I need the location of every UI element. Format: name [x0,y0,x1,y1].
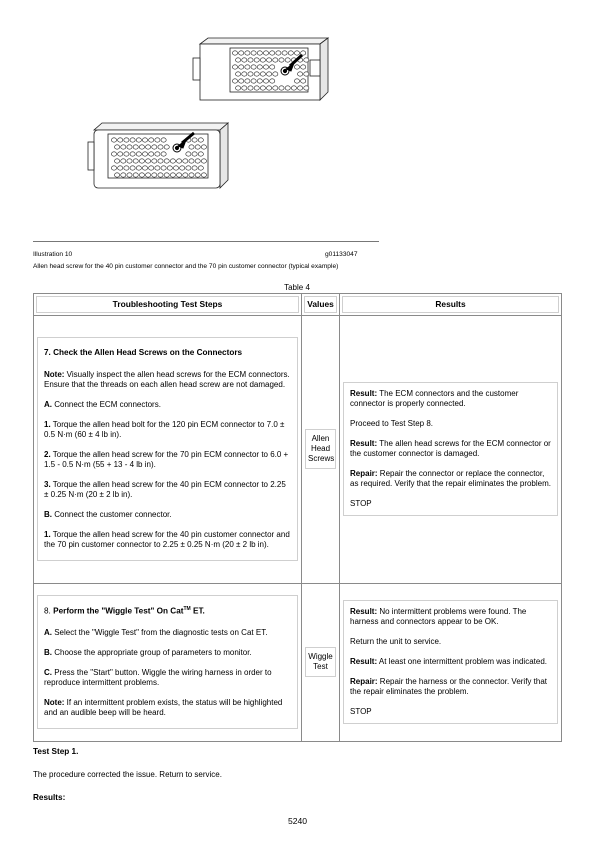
connector-pin [127,145,132,149]
connector-pin [149,166,154,170]
connector-pin [115,159,120,163]
connector-pin [127,173,132,177]
results-cell [340,583,562,741]
connector-pin [180,166,185,170]
connector-pin [164,145,169,149]
result-paragraph: Return the unit to service. [350,637,442,646]
connector-pin [121,173,126,177]
connector-pin [121,145,126,149]
connector-pin [142,138,147,142]
connector-pin [288,51,293,55]
connector-pin [118,152,123,156]
connector-pin [232,51,237,55]
connector-pin [139,145,144,149]
connector-pin [133,173,138,177]
connector-pin [158,173,163,177]
connector-pin [124,138,129,142]
connector-pin [236,58,241,62]
connector-pin [130,138,135,142]
connector-pin [270,65,275,69]
connector-pin [201,173,206,177]
connector-pin [245,51,250,55]
step-paragraph: C. Press the "Start" button. Wiggle the wiring harness in order to reproduce intermittent problems. [44,668,272,688]
step-paragraph: A. Select the "Wiggle Test" from the diagnostic tests on Cat ET. [44,628,268,638]
illustration-caption: Allen head screw for the 40 pin customer connector and the 70 pin customer connector (typical example) [33,263,339,270]
connector-pin [195,173,200,177]
connector-pin [164,159,169,163]
connector-pin [189,145,194,149]
step-paragraph: B. Choose the appropriate group of parameters to monitor. [44,648,252,658]
connector-pin [152,159,157,163]
connector-pin [285,86,290,90]
connector-pin [149,138,154,142]
connector-pin [167,166,172,170]
connector-pin [183,159,188,163]
step-paragraph: A. Connect the ECM connectors. [44,400,161,410]
connector-pin [282,51,287,55]
illustration-label: Illustration 10 [33,251,73,258]
connector-pin [192,166,197,170]
connector-pin [201,145,206,149]
connector-pin [127,159,132,163]
step-paragraph: 1. Torque the allen head screw for the 40 pin customer connector and the 70 pin customer connector to 2.25 ± 0.25 N·m (20 ± 2 lb in). [44,530,290,550]
connector-pin [245,65,250,69]
connector-pin [111,138,116,142]
connector-pin [298,86,303,90]
connector-pin [164,173,169,177]
connector-pin [161,152,166,156]
connector-pin [260,72,265,76]
result-paragraph: Repair: Repair the connector or replace the connector, as required. Verify that the repair eliminates the problem. [350,469,551,488]
result-paragraph: STOP [350,499,372,508]
connector-pin [273,58,278,62]
step-paragraph: B. Connect the customer connector. [44,510,172,520]
connector-pin [177,173,182,177]
connector-pin [273,86,278,90]
column-header-label: Results [342,296,559,313]
connector-pin [161,166,166,170]
connector-pin [115,145,120,149]
connector-pin [118,166,123,170]
connector-pin [136,138,141,142]
connector-pin [257,79,262,83]
step-title: 7. Check the Allen Head Screws on the Connectors [44,347,243,357]
connector-pin [111,152,116,156]
connector-pin [136,166,141,170]
connector-pin [270,51,275,55]
connector-pin [155,152,160,156]
step-paragraph: 3. Torque the allen head screw for the 40 pin ECM connector to 2.25 ± 0.25 N·m (20 ± 2 lb in). [44,480,286,500]
connector-pin [189,159,194,163]
column-header [340,294,562,316]
connector-pin [232,79,237,83]
connector-pin [146,173,151,177]
connector-pin [242,86,247,90]
connector-pin [136,152,141,156]
step-paragraph: Note: If an intermittent problem exists, the status will be highlighted and an audible beep will be heard. [44,698,283,718]
connector-pin [130,166,135,170]
connector-pin [146,159,151,163]
connector-pin [173,166,178,170]
table-row [34,315,562,583]
connector-pin [158,159,163,163]
result-paragraph: STOP [350,707,372,716]
caption-rule [33,241,379,242]
results-label: Results: [33,793,66,802]
step-title: 8. Perform the "Wiggle Test" On Cat™ ET. [44,605,205,616]
connector-pin [239,65,244,69]
result-paragraph: Result: The allen head screws for the ECM connector or the customer connector is damaged. [350,439,551,458]
step-paragraph: 2. Torque the allen head screw for the 70 pin ECM connector to 6.0 + 1.5 - 0.5 N·m (55 + 13 - 4 lb in). [44,450,289,470]
illustration-id: g01133047 [325,251,358,258]
troubleshooting-table [33,293,562,742]
connector-pin [149,152,154,156]
value-text: Allen Head Screws [305,429,336,469]
connector-pin [195,145,200,149]
connector-pin [276,51,281,55]
table-row [34,583,562,741]
connector-pin [189,173,194,177]
connector-pin [248,72,253,76]
result-paragraph: Proceed to Test Step 8. [350,419,434,428]
connector-pin [239,79,244,83]
connector-pin [158,145,163,149]
connector-pin [263,51,268,55]
connector-pin [248,58,253,62]
connector-pin [115,173,120,177]
connector-pin [192,152,197,156]
connector-pin [198,166,203,170]
connector-pin [248,86,253,90]
connector-pin [177,159,182,163]
result-paragraph: Result: The ECM connectors and the customer connector is properly connected. [350,389,519,408]
connector-pin [239,51,244,55]
value-text: Wiggle Test [305,647,336,677]
connector-pin [260,58,265,62]
connector-pin [251,65,256,69]
connector-pin [242,58,247,62]
connector-pin [186,166,191,170]
connector-pin [142,152,147,156]
table-title: Table 4 [284,283,310,292]
page-number: 5240 [287,816,308,826]
connector-pin [257,51,262,55]
connector-pin [198,152,203,156]
results-cell [340,315,562,583]
connector-pin [301,65,306,69]
connector-pin [133,145,138,149]
connector-pin [294,79,299,83]
result-paragraph: Repair: Repair the harness or the connector. Verify that the repair eliminates the problem. [350,677,547,696]
connector-pin [111,166,116,170]
connector-pin [152,145,157,149]
connector-pin [298,72,303,76]
connector-pin [242,72,247,76]
connector-pin [130,152,135,156]
connector-pin [236,72,241,76]
connector-pin [285,58,290,62]
connector-pin [146,145,151,149]
value-cell [302,315,340,583]
connector-pin [118,138,123,142]
connector-pin [139,173,144,177]
step-paragraph: Note: Visually inspect the allen head screws for the ECM connectors. Ensure that the threads on each allen head screw are not damaged. [44,370,290,390]
column-header [302,294,340,316]
result-paragraph: Result: At least one intermittent problem was indicated. [350,657,547,666]
connector-pin [291,86,296,90]
connector-pin [260,86,265,90]
connector-pin [279,58,284,62]
table-header-row [34,294,562,316]
column-header [34,294,302,316]
connector-pin [152,173,157,177]
connector-pin [124,166,129,170]
column-header-label: Values [304,296,337,313]
connector-pin [198,138,203,142]
connector-pin [170,159,175,163]
connector-pin [304,72,309,76]
connector-pin [257,65,262,69]
connector-pin [161,138,166,142]
connector-pin [251,79,256,83]
connector-illustration [80,30,340,190]
connector-pin [294,51,299,55]
connector-pin [254,86,259,90]
connector-pin [183,173,188,177]
connector-pin [236,86,241,90]
value-cell [302,583,340,741]
connector-pin [279,86,284,90]
test-step-text: The procedure corrected the issue. Return to service. [33,770,222,779]
connector-pin [254,72,259,76]
test-step-heading: Test Step 1. [33,747,79,756]
test-step-cell [34,315,302,583]
connector-pin [121,159,126,163]
connector-pin [170,173,175,177]
connector-pin [304,58,309,62]
connector-pin [142,166,147,170]
connector-pin [201,159,206,163]
connector-pin [294,65,299,69]
connector-pin [232,65,237,69]
connector-pin [304,86,309,90]
column-header-label: Troubleshooting Test Steps [36,296,299,313]
connector-pin [245,79,250,83]
connector-pin [263,79,268,83]
result-paragraph: Result: No intermittent problems were found. The harness and connectors appear to be OK. [350,607,527,626]
connector-pin [254,58,259,62]
connector-pin [192,138,197,142]
connector-pin [124,152,129,156]
connector-pin [263,65,268,69]
connector-pin [133,159,138,163]
connector-pin [155,138,160,142]
step-paragraph: 1. Torque the allen head bolt for the 120 pin ECM connector to 7.0 ± 0.5 N·m (60 ± 4 lb in). [44,420,285,440]
connector-pin [301,79,306,83]
connector-pin [267,58,272,62]
connector-pin [251,51,256,55]
connector-pin [155,166,160,170]
connector-pin [270,79,275,83]
connector-pin [139,159,144,163]
connector-pin [186,152,191,156]
connector-pin [267,86,272,90]
connector-pin [273,72,278,76]
connector-pin [195,159,200,163]
test-step-cell [34,583,302,741]
connector-pin [267,72,272,76]
